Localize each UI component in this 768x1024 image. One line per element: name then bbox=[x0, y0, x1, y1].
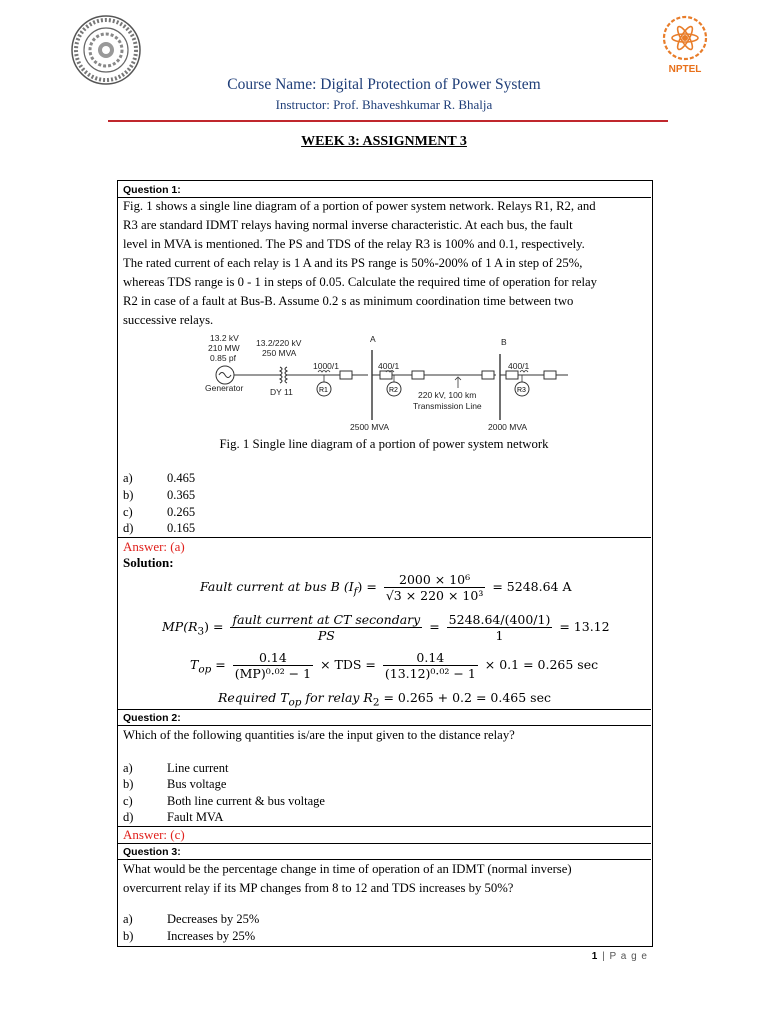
relay-r1: R1 bbox=[319, 387, 328, 394]
option-text: Bus voltage bbox=[167, 777, 227, 791]
option-text: 0.365 bbox=[167, 488, 196, 502]
equation-top: $T_{op}$ = $\frac{0.14}{\text{(MP)⁰·⁰² − 1}}$ × TDS = $\frac{0.14}{\text{(13.12)⁰·⁰² − 1}}$ × 0.1 = 0.265 sec bbox=[190, 650, 599, 681]
q1-line: whereas TDS range is 0 - 1 in steps of 0.05. Calculate the required time of operation for relay bbox=[123, 275, 597, 289]
option-text: Fault MVA bbox=[167, 810, 224, 824]
option-key: c) bbox=[123, 794, 133, 808]
q1-option-c bbox=[123, 505, 195, 520]
q3-heading: Question 3: bbox=[123, 846, 181, 858]
instructor-name: Instructor: Prof. Bhaveshkumar R. Bhalja bbox=[275, 97, 493, 112]
relay-r2: R2 bbox=[389, 387, 398, 394]
q3-option-b bbox=[123, 929, 255, 944]
page-label: | P a g e bbox=[602, 951, 648, 962]
option-text: Increases by 25% bbox=[167, 929, 256, 943]
option-key: b) bbox=[123, 777, 134, 791]
nptel-label: NPTEL bbox=[668, 64, 702, 75]
line-rating-label: 220 kV, 100 km bbox=[418, 390, 477, 400]
q2-option-a bbox=[123, 761, 228, 776]
bus-b-label: B bbox=[501, 337, 507, 347]
row-divider bbox=[117, 709, 651, 710]
q1-line: The rated current of each relay is 1 A and its PS range is 50%-200% of 1 A in step of 25%, bbox=[123, 256, 583, 270]
solution-label: Solution: bbox=[123, 555, 174, 570]
q1-line: level in MVA is mentioned. The PS and TDS of the relay R3 is 100% and 0.1, respectively. bbox=[123, 237, 585, 251]
option-key: a) bbox=[123, 761, 133, 775]
q1-line: R2 in case of a fault at Bus-B. Assume 0.2 s as minimum coordination time between two bbox=[123, 294, 574, 308]
nptel-logo bbox=[656, 14, 714, 70]
ct2-label: 400/1 bbox=[378, 361, 400, 371]
q1-text bbox=[123, 197, 645, 330]
option-text: 0.465 bbox=[167, 471, 196, 485]
page-number: 1 bbox=[591, 951, 599, 962]
q3-line: overcurrent relay if its MP changes from 8 to 12 and TDS increases by 50%? bbox=[123, 881, 514, 895]
single-line-diagram bbox=[190, 332, 580, 434]
figure-caption: Fig. 1 Single line diagram of a portion of power system network bbox=[219, 437, 549, 451]
relay-r3: R3 bbox=[517, 387, 526, 394]
course-name: Course Name: Digital Protection of Power System bbox=[227, 76, 541, 93]
q1-line: R3 are standard IDMT relays having normal inverse characteristic. At each bus, the fault bbox=[123, 218, 573, 232]
header-divider bbox=[108, 120, 668, 122]
option-key: a) bbox=[123, 471, 133, 485]
q1-option-a bbox=[123, 471, 195, 486]
mva-a-label: 2500 MVA bbox=[350, 422, 390, 432]
row-divider bbox=[117, 843, 651, 844]
option-key: c) bbox=[123, 505, 133, 519]
row-divider bbox=[117, 826, 651, 827]
option-key: b) bbox=[123, 488, 134, 502]
q1-option-d bbox=[123, 521, 195, 536]
generator-label: Generator bbox=[205, 383, 244, 393]
q1-line: successive relays. bbox=[123, 313, 214, 327]
tx-rating-label: 13.2/220 kV bbox=[256, 338, 302, 348]
option-key: d) bbox=[123, 521, 134, 535]
q2-answer: Answer: (c) bbox=[123, 827, 185, 842]
tx-mva-label: 250 MVA bbox=[262, 348, 297, 358]
q1-heading: Question 1: bbox=[123, 184, 181, 196]
equation-fault-current: Fault current at bus B $(I_f)$ = $\frac{\text{2000 × 10⁶}}{\text{√3 × 220 × 10³}}$ = 5248.64 A bbox=[200, 572, 572, 603]
q2-option-c bbox=[123, 794, 325, 809]
gen-pf-label: 0.85 pf bbox=[210, 353, 236, 363]
bus-a-label: A bbox=[370, 334, 376, 344]
q2-option-b bbox=[123, 777, 226, 792]
option-text: Decreases by 25% bbox=[167, 912, 260, 926]
tx-group-label: DY 11 bbox=[270, 387, 293, 397]
option-key: d) bbox=[123, 810, 134, 824]
ct1-label: 1000/1 bbox=[313, 361, 339, 371]
option-text: 0.265 bbox=[167, 505, 196, 519]
page-footer bbox=[592, 951, 648, 962]
mva-b-label: 2000 MVA bbox=[488, 422, 528, 432]
equation-mp: $MP(R_3)$ = $\frac{\text{fault current at CT secondary}}{PS}$ = $\frac{5248.64/(400/1)}{1}$ = 13.12 bbox=[162, 612, 610, 643]
assignment-title: WEEK 3: ASSIGNMENT 3 bbox=[301, 134, 467, 149]
equation-required-top: Required $T_{op}$ for relay $R_2 = 0.265 + 0.2 = 0.465$ sec bbox=[218, 690, 551, 709]
q2-option-d bbox=[123, 810, 223, 825]
gen-mw-label: 210 MW bbox=[208, 343, 240, 353]
line-name-label: Transmission Line bbox=[413, 401, 482, 411]
gen-kv-label: 13.2 kV bbox=[210, 333, 239, 343]
option-text: Line current bbox=[167, 761, 229, 775]
q2-heading: Question 2: bbox=[123, 712, 181, 724]
q3-option-a bbox=[123, 912, 259, 927]
row-divider bbox=[117, 537, 651, 538]
option-text: Both line current & bus voltage bbox=[167, 794, 325, 808]
q1-option-b bbox=[123, 488, 195, 503]
q2-text: Which of the following quantities is/are the input given to the distance relay? bbox=[123, 728, 515, 742]
ct3-label: 400/1 bbox=[508, 361, 530, 371]
q1-answer: Answer: (a) bbox=[123, 539, 185, 554]
option-text: 0.165 bbox=[167, 521, 196, 535]
option-key: b) bbox=[123, 929, 134, 943]
q3-line: What would be the percentage change in time of operation of an IDMT (normal inverse) bbox=[123, 862, 572, 876]
q1-line: Fig. 1 shows a single line diagram of a portion of power system network. Relays R1, R2, and bbox=[123, 199, 596, 213]
q3-text bbox=[123, 860, 645, 898]
option-key: a) bbox=[123, 912, 133, 926]
